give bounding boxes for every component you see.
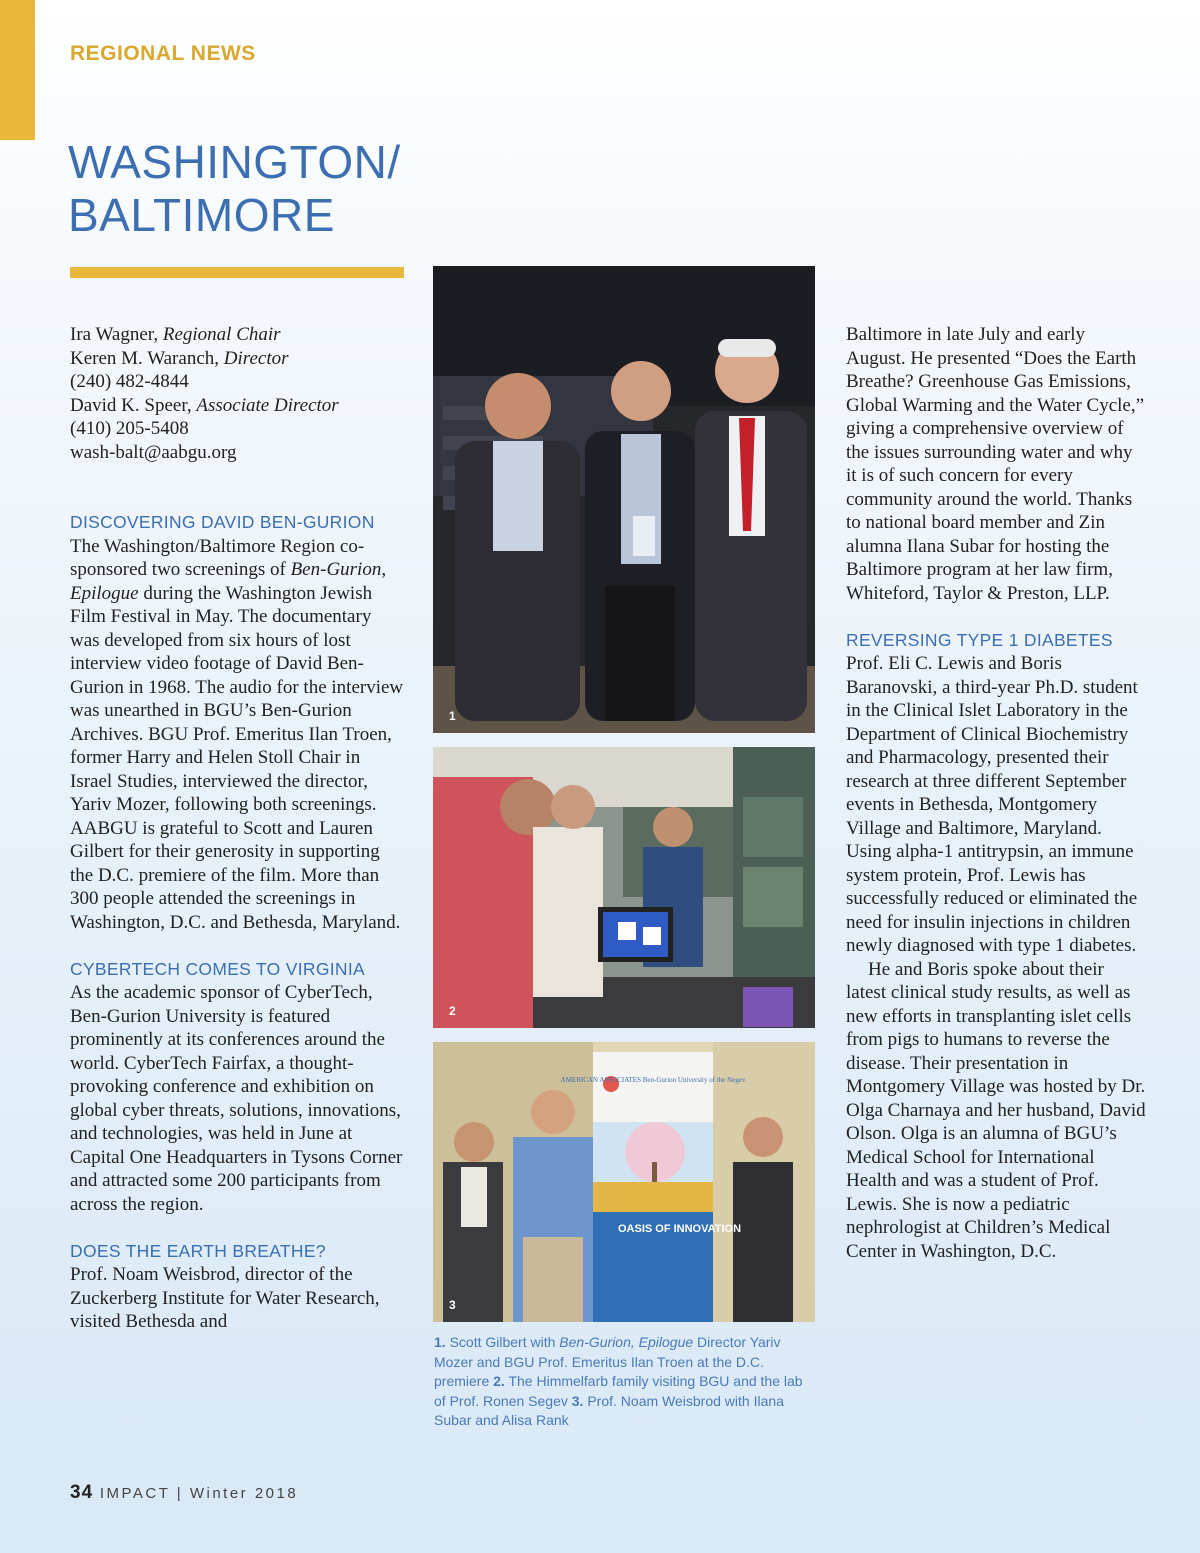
- page-title: [68, 136, 401, 242]
- article-body: As the academic sponsor of CyberTech, Ben-Gurion University is featured prominently at its conferences around the world. CyberTech Fairfax, a thought-provoking conference and exhibition on global cyber threats, solutions, innovations, and technologies, was held in June at Capital One Headquarters in Tysons Corner and attracted some 200 participants from across the region.: [70, 982, 403, 1215]
- article-body: Prof. Noam Weisbrod, director of the Zuckerberg Institute for Water Research, visited Bethesda and: [70, 1264, 380, 1332]
- magazine-issue: IMPACT | Winter 2018: [99, 1485, 299, 1502]
- contact-email[interactable]: wash-balt@aabgu.org: [70, 441, 237, 463]
- article-body: He and Boris spoke about their latest clinical study results, as well as new efforts in transplanting islet cells from pigs to humans to reverse the disease. Their presentation in Montgomery Village was hosted by Dr. Olga Charnaya and her husband, David Olson. Olga is an alumna of BGU’s Medical School for International Health and was a student of Prof. Lewis. She is now a pediatric nephrologist at Children’s Medical Center in Washington, D.C.: [846, 958, 1146, 1262]
- contact-line: David K. Speer, Associate Director: [70, 394, 339, 416]
- article-body: Baltimore in late July and early August. He presented “Does the Earth Breathe? Greenhouse Gas Emissions, Global Warming and the Water Cycle,” giving a comprehensive overview of the issues surrounding water and why it is of such concern for every community around the world. Thanks to national board member and Zin alumna Ilana Subar for hosting the Baltimore program at her law firm, Whiteford, Taylor & Preston, LLP.: [846, 324, 1145, 604]
- photo-number: 1: [449, 709, 456, 723]
- contact-line: Keren M. Waranch, Director: [70, 347, 289, 369]
- photo-2-image: [433, 747, 815, 1028]
- contact-phone: (240) 482-4844: [70, 371, 189, 392]
- right-column: [846, 323, 1146, 1263]
- article-body: Prof. Eli C. Lewis and Boris Baranovski, a third-year Ph.D. student in the Clinical Islet Laboratory in the Department of Clinical Biochemistry and Pharmacology, presented their research at three different September events in Bethesda, Montgomery Village and Baltimore, Maryland. Using alpha-1 antitrypsin, an immune system protein, Prof. Lewis has successfully reduced or eliminated the need for insulin injections in children newly diagnosed with type 1 diabetes.: [846, 653, 1138, 956]
- article-heading: DOES THE EARTH BREATHE?: [70, 1240, 326, 1261]
- photo-lab-visit: [433, 747, 815, 1028]
- photo-3-image: [433, 1042, 815, 1322]
- page-number: 34: [70, 1482, 94, 1503]
- contact-line: Ira Wagner, Regional Chair: [70, 324, 281, 345]
- photo-number: 3: [449, 1298, 456, 1312]
- page-title-line1: WASHINGTON/: [68, 136, 401, 188]
- banner-title-text: OASIS OF INNOVATION: [618, 1223, 742, 1235]
- page-footer: [70, 1482, 298, 1504]
- section-label: REGIONAL NEWS: [70, 42, 256, 65]
- contact-block: [70, 323, 405, 464]
- left-column: [70, 323, 405, 1334]
- photo-oasis-banner: [433, 1042, 815, 1322]
- title-underline: [70, 267, 404, 278]
- article-heading: DISCOVERING DAVID BEN-GURION: [70, 512, 375, 532]
- article-heading: REVERSING TYPE 1 DIABETES: [846, 629, 1113, 650]
- article-body: The Washington/Baltimore Region co-sponsored two screenings of Ben-Gurion, Epilogue during the Washington Jewish Film Festival in May. The documentary was developed from six hours of lost interview video footage of David Ben-Gurion in 1968. The audio for the interview was unearthed in BGU’s Ben-Gurion Archives. BGU Prof. Emeritus Ilan Troen, former Harry and Helen Stoll Chair in Israel Studies, interviewed the director, Yariv Mozer, following both screenings. AABGU is grateful to Scott and Lauren Gilbert for their generosity in supporting the D.C. premiere of the film. More than 300 people attended the screenings in Washington, D.C. and Bethesda, Maryland.: [70, 535, 404, 933]
- photo-1-image: [433, 266, 815, 733]
- contact-phone: (410) 205-5408: [70, 418, 189, 439]
- film-title: Ben-Gurion, Epilogue: [70, 559, 387, 604]
- gold-tab: [0, 0, 35, 140]
- page-title-line2: BALTIMORE: [68, 189, 335, 241]
- article-heading: CYBERTECH COMES TO VIRGINIA: [70, 958, 365, 979]
- photo-caption: 1. Scott Gilbert with Ben-Gurion, Epilogue Director Yariv Mozer and BGU Prof. Emeritus Ilan Troen at the D.C. premiere 2. The Himmelfarb family visiting BGU and the lab of Prof. Ronen Segev 3. Prof. Noam Weisbrod with Ilana Subar and Alisa Rank: [434, 1334, 803, 1428]
- photo-number: 2: [449, 1004, 456, 1018]
- photo-film-premiere: [433, 266, 815, 733]
- banner-org-text: AMERICAN ASSOCIATES Ben-Gurion University of the Negev: [560, 1076, 746, 1084]
